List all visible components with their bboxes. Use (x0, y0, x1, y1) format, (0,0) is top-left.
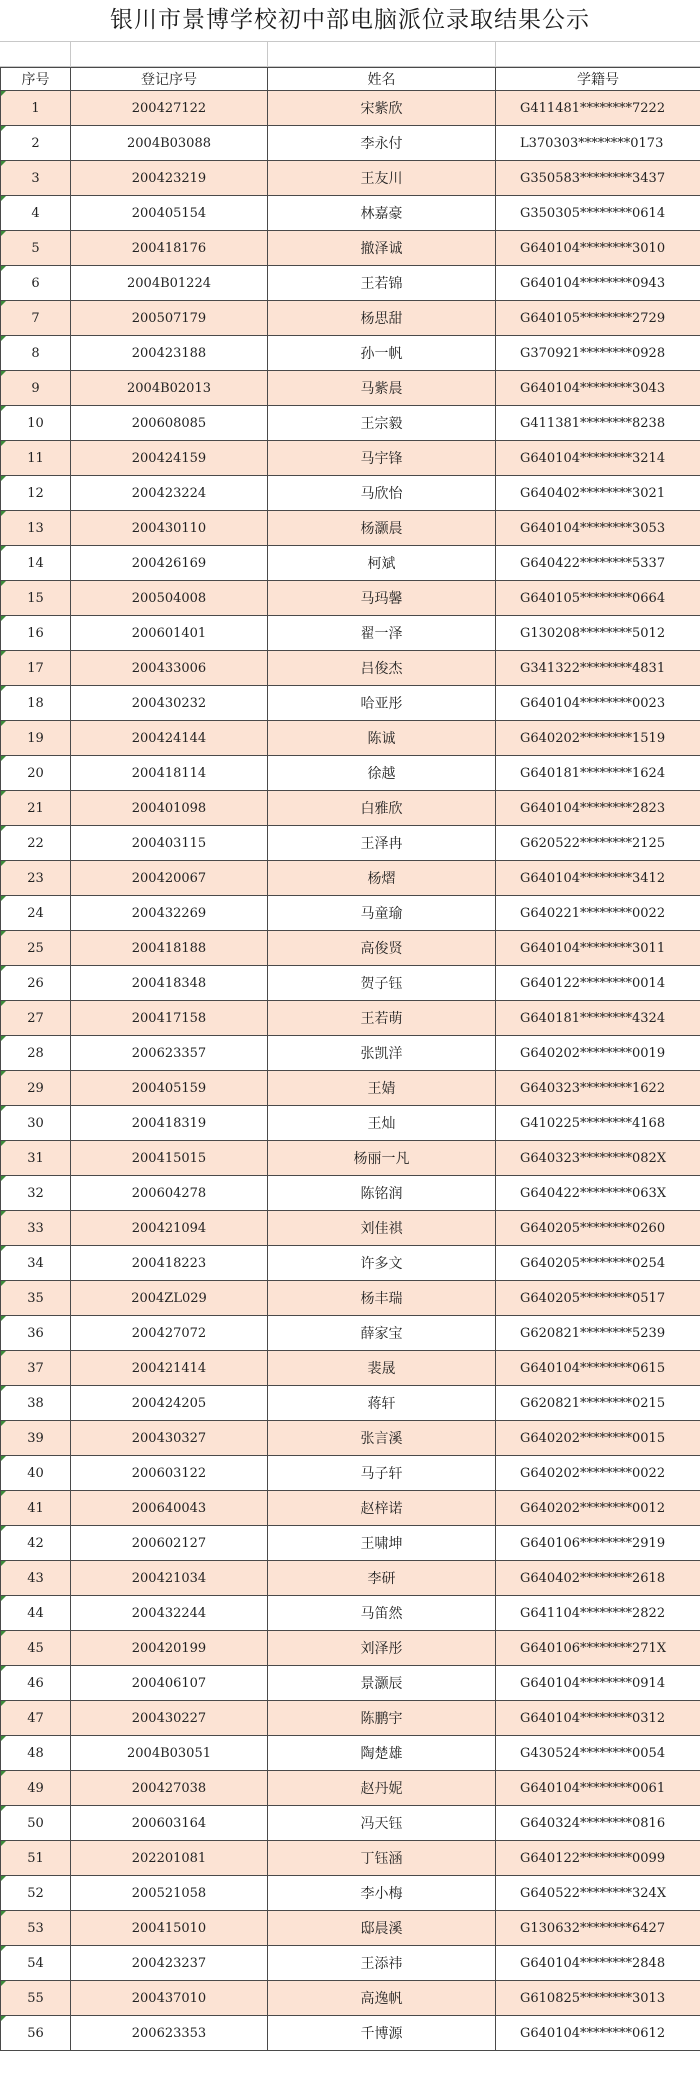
registration-no-cell: 200418176 (71, 231, 268, 266)
table-row (1, 406, 700, 441)
table-row (1, 301, 700, 336)
student-name-cell: 陈诚 (268, 721, 496, 756)
registration-no-cell: 200421094 (71, 1211, 268, 1246)
table-row (1, 686, 700, 721)
row-index-cell: 41 (1, 1491, 71, 1526)
table-row (1, 1771, 700, 1806)
table-row (1, 1946, 700, 1981)
student-id-cell: G640122********0099 (496, 1841, 700, 1876)
student-id-cell: G640205********0260 (496, 1211, 700, 1246)
registration-no-cell: 200603122 (71, 1456, 268, 1491)
table-row (1, 1736, 700, 1771)
student-id-cell: G640122********0014 (496, 966, 700, 1001)
student-name-cell: 孙一帆 (268, 336, 496, 371)
table-row (1, 371, 700, 406)
table-row (1, 581, 700, 616)
student-name-cell: 白雅欣 (268, 791, 496, 826)
student-id-cell: G640106********271X (496, 1631, 700, 1666)
row-index-cell: 55 (1, 1981, 71, 2016)
student-name-cell: 张凯洋 (268, 1036, 496, 1071)
registration-no-cell: 200418114 (71, 756, 268, 791)
row-index-cell: 37 (1, 1351, 71, 1386)
registration-no-cell: 200432269 (71, 896, 268, 931)
table-row (1, 266, 700, 301)
registration-no-cell: 202201081 (71, 1841, 268, 1876)
table-row (1, 196, 700, 231)
student-name-cell: 马玛馨 (268, 581, 496, 616)
row-index-cell: 29 (1, 1071, 71, 1106)
student-name-cell: 杨熠 (268, 861, 496, 896)
student-id-cell: G620522********2125 (496, 826, 700, 861)
student-id-cell: G640104********3011 (496, 931, 700, 966)
registration-no-cell: 200623353 (71, 2016, 268, 2051)
student-name-cell: 撤泽诚 (268, 231, 496, 266)
student-name-cell: 陈鹏宇 (268, 1701, 496, 1736)
table-row (1, 336, 700, 371)
student-name-cell: 王添祎 (268, 1946, 496, 1981)
registration-no-cell: 200415015 (71, 1141, 268, 1176)
student-id-cell: G640202********0015 (496, 1421, 700, 1456)
row-index-cell: 53 (1, 1911, 71, 1946)
student-name-cell: 王若萌 (268, 1001, 496, 1036)
table-row (1, 441, 700, 476)
student-id-cell: G640202********1519 (496, 721, 700, 756)
registration-no-cell: 200405159 (71, 1071, 268, 1106)
row-index-cell: 2 (1, 126, 71, 161)
table-row (1, 1666, 700, 1701)
table-row (1, 1596, 700, 1631)
table-row (1, 1526, 700, 1561)
registration-no-cell: 200427072 (71, 1316, 268, 1351)
table-row (1, 1246, 700, 1281)
registration-no-cell: 2004B03088 (71, 126, 268, 161)
row-index-cell: 39 (1, 1421, 71, 1456)
registration-no-cell: 200424144 (71, 721, 268, 756)
registration-no-cell: 200405154 (71, 196, 268, 231)
row-index-cell: 6 (1, 266, 71, 301)
row-index-cell: 17 (1, 651, 71, 686)
row-index-cell: 21 (1, 791, 71, 826)
registration-no-cell: 200415010 (71, 1911, 268, 1946)
student-id-cell: G640104********3053 (496, 511, 700, 546)
student-name-cell: 刘泽彤 (268, 1631, 496, 1666)
registration-no-cell: 200401098 (71, 791, 268, 826)
table-row (1, 1386, 700, 1421)
student-id-cell: G411381********8238 (496, 406, 700, 441)
row-index-cell: 32 (1, 1176, 71, 1211)
student-name-cell: 李小梅 (268, 1876, 496, 1911)
registration-no-cell: 200418223 (71, 1246, 268, 1281)
registration-no-cell: 200423219 (71, 161, 268, 196)
student-name-cell: 林嘉豪 (268, 196, 496, 231)
student-id-cell: G640323********082X (496, 1141, 700, 1176)
student-id-cell: G640104********2848 (496, 1946, 700, 1981)
row-index-cell: 27 (1, 1001, 71, 1036)
row-index-cell: 3 (1, 161, 71, 196)
registration-no-cell: 200424159 (71, 441, 268, 476)
registration-no-cell: 200426169 (71, 546, 268, 581)
student-id-cell: G640221********0022 (496, 896, 700, 931)
registration-no-cell: 200423188 (71, 336, 268, 371)
row-index-cell: 51 (1, 1841, 71, 1876)
student-name-cell: 杨思甜 (268, 301, 496, 336)
table-row (1, 476, 700, 511)
student-name-cell: 宋紫欣 (268, 91, 496, 126)
registration-no-cell: 2004B01224 (71, 266, 268, 301)
registration-no-cell: 200521058 (71, 1876, 268, 1911)
student-id-cell: G640181********4324 (496, 1001, 700, 1036)
row-index-cell: 47 (1, 1701, 71, 1736)
registration-no-cell: 200601401 (71, 616, 268, 651)
student-id-cell: G640105********0664 (496, 581, 700, 616)
row-index-cell: 1 (1, 91, 71, 126)
student-id-cell: G430524********0054 (496, 1736, 700, 1771)
registration-no-cell: 200418188 (71, 931, 268, 966)
table-row (1, 1701, 700, 1736)
table-row (1, 1141, 700, 1176)
student-id-cell: G640104********0612 (496, 2016, 700, 2051)
row-index-cell: 54 (1, 1946, 71, 1981)
student-name-cell: 柯斌 (268, 546, 496, 581)
blank-spacer-row (0, 42, 700, 67)
table-row (1, 1876, 700, 1911)
table-row (1, 161, 700, 196)
student-name-cell: 王婧 (268, 1071, 496, 1106)
student-name-cell: 马欣怡 (268, 476, 496, 511)
registration-no-cell: 2004B03051 (71, 1736, 268, 1771)
registration-no-cell: 200507179 (71, 301, 268, 336)
student-name-cell: 赵丹妮 (268, 1771, 496, 1806)
student-id-cell: G640402********3021 (496, 476, 700, 511)
row-index-cell: 8 (1, 336, 71, 371)
student-name-cell: 杨丰瑞 (268, 1281, 496, 1316)
student-id-cell: G640323********1622 (496, 1071, 700, 1106)
row-index-cell: 9 (1, 371, 71, 406)
registration-no-cell: 200423237 (71, 1946, 268, 1981)
row-index-cell: 7 (1, 301, 71, 336)
row-index-cell: 12 (1, 476, 71, 511)
table-row (1, 231, 700, 266)
student-name-cell: 赵梓诺 (268, 1491, 496, 1526)
student-name-cell: 杨灏晨 (268, 511, 496, 546)
row-index-cell: 50 (1, 1806, 71, 1841)
student-name-cell: 马童瑜 (268, 896, 496, 931)
student-name-cell: 王灿 (268, 1106, 496, 1141)
blank-cell (0, 42, 71, 66)
student-name-cell: 王啸坤 (268, 1526, 496, 1561)
student-id-cell: G640104********0061 (496, 1771, 700, 1806)
row-index-cell: 36 (1, 1316, 71, 1351)
student-name-cell: 贺子钰 (268, 966, 496, 1001)
table-row (1, 1421, 700, 1456)
row-index-cell: 23 (1, 861, 71, 896)
registration-no-cell: 200603164 (71, 1806, 268, 1841)
student-id-cell: G130208********5012 (496, 616, 700, 651)
student-name-cell: 马宇锋 (268, 441, 496, 476)
student-name-cell: 张言溪 (268, 1421, 496, 1456)
table-row (1, 91, 700, 126)
table-row (1, 756, 700, 791)
student-name-cell: 高逸帆 (268, 1981, 496, 2016)
table-row (1, 1631, 700, 1666)
student-name-cell: 冯天钰 (268, 1806, 496, 1841)
table-row (1, 826, 700, 861)
registration-no-cell: 200427122 (71, 91, 268, 126)
row-index-cell: 14 (1, 546, 71, 581)
student-id-cell: G640181********1624 (496, 756, 700, 791)
row-index-cell: 5 (1, 231, 71, 266)
table-row (1, 511, 700, 546)
row-index-cell: 44 (1, 1596, 71, 1631)
table-row (1, 931, 700, 966)
row-index-cell: 34 (1, 1246, 71, 1281)
student-id-cell: G350583********3437 (496, 161, 700, 196)
row-index-cell: 28 (1, 1036, 71, 1071)
student-id-cell: G640104********0312 (496, 1701, 700, 1736)
student-id-cell: G640104********3412 (496, 861, 700, 896)
student-id-cell: G640104********0023 (496, 686, 700, 721)
student-name-cell: 邸晨溪 (268, 1911, 496, 1946)
row-index-cell: 24 (1, 896, 71, 931)
student-id-cell: G640104********0914 (496, 1666, 700, 1701)
registration-no-cell: 200430227 (71, 1701, 268, 1736)
student-id-cell: G640104********3043 (496, 371, 700, 406)
table-row (1, 1351, 700, 1386)
row-index-cell: 33 (1, 1211, 71, 1246)
row-index-cell: 15 (1, 581, 71, 616)
student-name-cell: 王宗毅 (268, 406, 496, 441)
registration-no-cell: 200427038 (71, 1771, 268, 1806)
blank-cell (268, 42, 496, 66)
row-index-cell: 11 (1, 441, 71, 476)
registration-no-cell: 200430232 (71, 686, 268, 721)
row-index-cell: 4 (1, 196, 71, 231)
row-index-cell: 45 (1, 1631, 71, 1666)
student-name-cell: 翟一泽 (268, 616, 496, 651)
registration-no-cell: 200608085 (71, 406, 268, 441)
student-id-cell: G130632********6427 (496, 1911, 700, 1946)
student-id-cell: G640104********0943 (496, 266, 700, 301)
row-index-cell: 20 (1, 756, 71, 791)
student-name-cell: 马笛然 (268, 1596, 496, 1631)
registration-no-cell: 200403115 (71, 826, 268, 861)
table-row (1, 966, 700, 1001)
table-row (1, 1561, 700, 1596)
table-row (1, 126, 700, 161)
registration-no-cell: 200418348 (71, 966, 268, 1001)
student-id-cell: G350305********0614 (496, 196, 700, 231)
student-id-cell: G341322********4831 (496, 651, 700, 686)
student-id-cell: G641104********2822 (496, 1596, 700, 1631)
registration-no-cell: 200604278 (71, 1176, 268, 1211)
student-id-cell: L370303********0173 (496, 126, 700, 161)
results-table (0, 67, 700, 2051)
page-title: 银川市景博学校初中部电脑派位录取结果公示 (0, 0, 700, 42)
student-name-cell: 薛家宝 (268, 1316, 496, 1351)
student-name-cell: 陈铭润 (268, 1176, 496, 1211)
registration-no-cell: 200602127 (71, 1526, 268, 1561)
registration-no-cell: 200437010 (71, 1981, 268, 2016)
student-name-cell: 吕俊杰 (268, 651, 496, 686)
row-index-cell: 56 (1, 2016, 71, 2051)
student-name-cell: 马紫晨 (268, 371, 496, 406)
student-name-cell: 千博源 (268, 2016, 496, 2051)
table-row (1, 896, 700, 931)
student-id-cell: G620821********5239 (496, 1316, 700, 1351)
row-index-cell: 16 (1, 616, 71, 651)
table-row (1, 1036, 700, 1071)
registration-no-cell: 200406107 (71, 1666, 268, 1701)
table-row (1, 1911, 700, 1946)
student-id-cell: G640104********3214 (496, 441, 700, 476)
table-row (1, 1211, 700, 1246)
student-id-cell: G410225********4168 (496, 1106, 700, 1141)
student-id-cell: G640324********0816 (496, 1806, 700, 1841)
student-name-cell: 马子轩 (268, 1456, 496, 1491)
row-index-cell: 19 (1, 721, 71, 756)
table-row (1, 1316, 700, 1351)
table-row (1, 721, 700, 756)
row-index-cell: 13 (1, 511, 71, 546)
student-id-cell: G370921********0928 (496, 336, 700, 371)
row-index-cell: 22 (1, 826, 71, 861)
table-row (1, 1456, 700, 1491)
student-id-cell: G640402********2618 (496, 1561, 700, 1596)
table-row (1, 651, 700, 686)
registration-no-cell: 200420067 (71, 861, 268, 896)
table-row (1, 546, 700, 581)
table-row (1, 1491, 700, 1526)
registration-no-cell: 200423224 (71, 476, 268, 511)
student-name-cell: 裴晟 (268, 1351, 496, 1386)
row-index-cell: 43 (1, 1561, 71, 1596)
column-header-name: 姓名 (268, 68, 496, 91)
student-name-cell: 许多文 (268, 1246, 496, 1281)
table-row (1, 2016, 700, 2051)
registration-no-cell: 200417158 (71, 1001, 268, 1036)
table-row (1, 1806, 700, 1841)
registration-no-cell: 200640043 (71, 1491, 268, 1526)
student-id-cell: G640422********063X (496, 1176, 700, 1211)
row-index-cell: 48 (1, 1736, 71, 1771)
student-name-cell: 王友川 (268, 161, 496, 196)
student-id-cell: G640202********0019 (496, 1036, 700, 1071)
row-index-cell: 10 (1, 406, 71, 441)
registration-no-cell: 200421414 (71, 1351, 268, 1386)
row-index-cell: 26 (1, 966, 71, 1001)
student-name-cell: 哈亚彤 (268, 686, 496, 721)
student-id-cell: G640104********2823 (496, 791, 700, 826)
student-name-cell: 王若锦 (268, 266, 496, 301)
registration-no-cell: 200420199 (71, 1631, 268, 1666)
student-id-cell: G640106********2919 (496, 1526, 700, 1561)
table-row (1, 791, 700, 826)
student-name-cell: 蒋轩 (268, 1386, 496, 1421)
student-name-cell: 景灏辰 (268, 1666, 496, 1701)
column-header-index: 序号 (1, 68, 71, 91)
row-index-cell: 49 (1, 1771, 71, 1806)
row-index-cell: 25 (1, 931, 71, 966)
row-index-cell: 38 (1, 1386, 71, 1421)
row-index-cell: 35 (1, 1281, 71, 1316)
row-index-cell: 40 (1, 1456, 71, 1491)
student-name-cell: 李永付 (268, 126, 496, 161)
registration-no-cell: 200424205 (71, 1386, 268, 1421)
student-name-cell: 李研 (268, 1561, 496, 1596)
row-index-cell: 30 (1, 1106, 71, 1141)
table-row (1, 1106, 700, 1141)
student-id-cell: G640105********2729 (496, 301, 700, 336)
results-body (1, 91, 700, 2051)
student-name-cell: 杨丽一凡 (268, 1141, 496, 1176)
student-id-cell: G610825********3013 (496, 1981, 700, 2016)
student-id-cell: G640422********5337 (496, 546, 700, 581)
table-row (1, 1841, 700, 1876)
registration-no-cell: 2004ZL029 (71, 1281, 268, 1316)
column-header-registration-no: 登记序号 (71, 68, 268, 91)
row-index-cell: 42 (1, 1526, 71, 1561)
blank-cell (71, 42, 268, 66)
student-name-cell: 徐越 (268, 756, 496, 791)
table-row (1, 1001, 700, 1036)
student-id-cell: G640205********0254 (496, 1246, 700, 1281)
registration-no-cell: 2004B02013 (71, 371, 268, 406)
student-id-cell: G640522********324X (496, 1876, 700, 1911)
registration-no-cell: 200433006 (71, 651, 268, 686)
row-index-cell: 52 (1, 1876, 71, 1911)
registration-no-cell: 200430110 (71, 511, 268, 546)
registration-no-cell: 200418319 (71, 1106, 268, 1141)
table-row (1, 861, 700, 896)
blank-cell (496, 42, 700, 66)
student-id-cell: G620821********0215 (496, 1386, 700, 1421)
student-name-cell: 刘佳祺 (268, 1211, 496, 1246)
student-name-cell: 高俊贤 (268, 931, 496, 966)
column-header-student-id: 学籍号 (496, 68, 700, 91)
table-row (1, 616, 700, 651)
table-row (1, 1981, 700, 2016)
registration-no-cell: 200504008 (71, 581, 268, 616)
student-id-cell: G640104********0615 (496, 1351, 700, 1386)
student-id-cell: G640202********0012 (496, 1491, 700, 1526)
row-index-cell: 31 (1, 1141, 71, 1176)
registration-no-cell: 200432244 (71, 1596, 268, 1631)
registration-no-cell: 200623357 (71, 1036, 268, 1071)
student-name-cell: 陶楚雄 (268, 1736, 496, 1771)
row-index-cell: 46 (1, 1666, 71, 1701)
student-id-cell: G411481********7222 (496, 91, 700, 126)
student-id-cell: G640104********3010 (496, 231, 700, 266)
student-name-cell: 王泽冉 (268, 826, 496, 861)
header-row (1, 68, 700, 91)
table-row (1, 1071, 700, 1106)
row-index-cell: 18 (1, 686, 71, 721)
table-row (1, 1281, 700, 1316)
registration-no-cell: 200430327 (71, 1421, 268, 1456)
table-row (1, 1176, 700, 1211)
registration-no-cell: 200421034 (71, 1561, 268, 1596)
student-name-cell: 丁钰涵 (268, 1841, 496, 1876)
student-id-cell: G640205********0517 (496, 1281, 700, 1316)
student-id-cell: G640202********0022 (496, 1456, 700, 1491)
